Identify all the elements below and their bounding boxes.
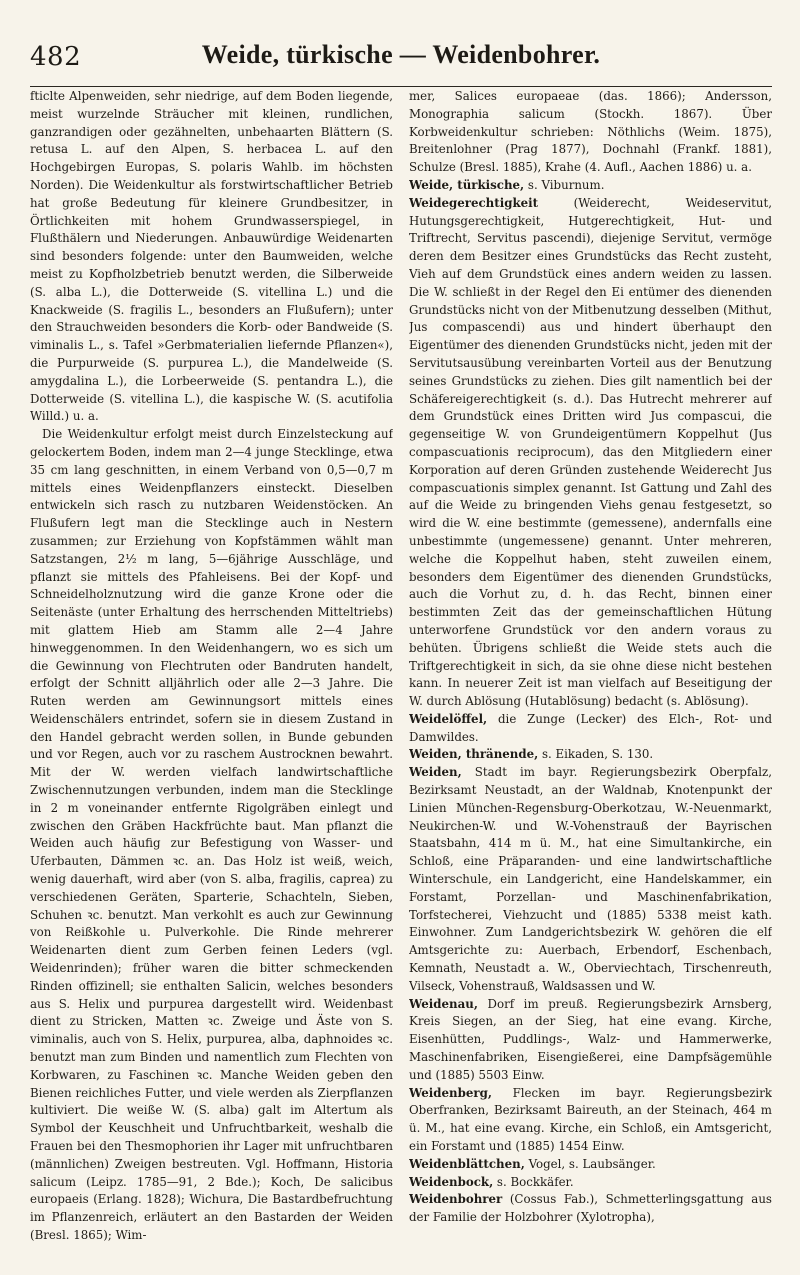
entry-text: die Zunge (Lecker) des Elch-, Rot- und Damwildes. [409,711,772,744]
entry [409,711,772,747]
entry-text: Flecken im bayr. Regierungsbezirk Oberfranken, Bezirksamt Baireuth, an der Steinach, 464 m ü. M., hat eine evang. Kirche, ein Schloß, ein Amtsgericht, ein Forstamt und (1885) 1454 Einw. [409,1085,772,1154]
entry-text: (Cossus Fab.), Schmetterlingsgattung aus der Familie der Holzbohrer (Xylotropha), [409,1192,772,1225]
entry-lemma: Weiden, thränende, [409,747,539,762]
entry [409,1191,772,1227]
page-number: 482 [30,42,82,72]
entry-lemma: Weidenbohrer [409,1192,503,1207]
entry-text: Stadt im bayr. Regierungsbezirk Oberpfalz, Bezirksamt Neustadt, an der Waldnab, Knotenpunkt der Linien München-Regensburg-Oberkotzau, W.-Neuenmarkt, Neukirchen-W. und W.-Vohenstrauß der Bayrischen Staatsbahn, 414 m ü. M., hat eine Simultankirche, ein Schloß, eine Präparanden- und eine landwirtschaftliche Winterschule, ein Landgericht, eine Handelskammer, ein Forstamt, Porzellan- und Maschinenfabrikation, Torfstecherei, Viehzucht und (1885) 5338 meist kath. Einwohner. Zum Landgerichtsbezirk W. gehören die elf Amtsgerichte zu: Auerbach, Erbendorf, Eschenbach, Kemnath, Neustadt a. W., Oberviechtach, Tirschenreuth, Vilseck, Vohenstrauß, Waldsassen und W. [409,765,772,993]
paragraph: fticlte Alpenweiden, sehr niedrige, auf dem Boden liegende, meist wurzelnde Sträucher mit kleinen, rundlichen, ganzrandigen oder gezähnelten, unbehaarten Blättern (S. retusa L. auf den Alpen, S. herbacea L. auf den Hochgebirgen Europas, S. polaris Wahlb. im höchsten Norden). Die Weidenkultur als forstwirtschaftlicher Betrieb hat große Bedeutung für kleinere Grundbesitzer, in Örtlichkeiten mit hohem Grundwasserspiegel, in Flußthälern und Niederungen. Anbauwürdige Weidenarten sind besonders folgende: unter den Baumweiden, welche meist zu Kopfholzbetrieb benutzt werden, die Silberweide (S. alba L.), die Dotterweide (S. vitellina L.) und die Knackweide (S. fragilis L., besonders an Flußufern); unter den Strauchweiden besonders die Korb- oder Bandweide (S. viminalis L., s. Tafel »Gerbmaterialien liefernde Pflanzen«), die Purpurweide (S. purpurea L.), die Mandelweide (S. amygdalina L.), die Lorbeerweide (S. pentandra L.), die Dotterweide (S. vitellina L.), die kaspische W. (S. acutifolia Willd.) u. a. [30,89,393,424]
entry-lemma: Weidenberg, [409,1085,492,1100]
entry-text: s. Bockkäfer. [493,1174,574,1189]
entry-lemma: Weidenbock, [409,1174,494,1189]
entry-lemma: Weidenau, [409,996,478,1011]
entry-lemma: Weiden, [409,765,462,780]
text-columns [30,88,772,1261]
entry-text: s. Viburnum. [524,177,605,192]
entry [409,996,772,1085]
paragraph: mer, Salices europaeae (das. 1866); Andersson, Monographia salicum (Stockh. 1867). Über Korbweidenkultur schrieben: Nöthlichs (Weim. 1875), Breitenlohner (Prag 1877), Dochnahl (Frankf. 1881), Schulze (Bresl. 1885), Krahe (4. Aufl., Aachen 1886) u. a. [409,89,772,175]
entry [409,1156,772,1174]
entry [409,177,772,195]
entry [409,1085,772,1156]
entry [409,1174,772,1192]
paragraph: Die Weidenkultur erfolgt meist durch Einzelsteckung auf gelockertem Boden, indem man 2—4 junge Stecklinge, etwa 35 cm lang geschnitten, in einem Verband von 0,5—0,7 m mittels eines Weidenpflanzers einsteckt. Dieselben entwickeln sich rasch zu nutzbaren Weidenstöcken. An Flußufern legt man die Stecklinge auch in Nestern zusammen; zur Erziehung von Kopfstämmen wählt man Satzstangen, 2½ m lang, 5—6jährige Ausschläge, und pflanzt sie mittels des Pfahleisens. Bei der Kopf- und Schneidelholznutzung wird die ganze Krone oder die Seitenäste (unter Erhaltung des herrschenden Mitteltriebs) mit glattem Hieb am Stamm alle 2—4 Jahre hinweggenommen. In den Weidenhangern, wo es sich um die Gewinnung von Flechtruten oder Bandruten handelt, erfolgt der Schnitt alljährlich oder alle 2—3 Jahre. Die Ruten werden am Gewinnungsort mittels eines Weidenschälers entrindet, sofern sie in diesem Zustand in den Handel gebracht werden sollen, in Bunde gebunden und vor Regen, auch vor zu raschem Austrocknen bewahrt. Mit der W. werden vielfach landwirtschaftliche Zwischennutzungen verbunden, indem man die Stecklinge in 2 m voneinander entfernte Rigolgräben einlegt und zwischen den Gräben Hackfrüchte baut. Man pflanzt die Weiden auch häufig zur Befestigung von Wasser- und Uferbauten, Dämmen ꝛc. an. Das Holz ist weiß, weich, wenig dauerhaft, wird aber (von S. alba, fragilis, caprea) zu verschiedenen Geräten, Sparterie, Schachteln, Sieben, Schuhen ꝛc. benutzt. Man verkohlt es auch zur Gewinnung von Reißkohle u. Pulverkohle. Die Rinde mehrerer Weidenarten dient zum Gerben feinen Leders (vgl. Weidenrinden); früher waren die bitter schmeckenden Rinden offizinell; sie enthalten Salicin, welches besonders aus S. Helix und purpurea dargestellt wird. Weidenbast dient zu Stricken, Matten ꝛc. Zweige und Äste von S. viminalis, auch von S. Helix, purpurea, alba, daphnoides ꝛc. benutzt man zum Binden und namentlich zum Flechten von Korbwaren, zu Faschinen ꝛc. Manche Weiden geben den Bienen reichliches Futter, und viele werden als Zierpflanzen kultiviert. Die weiße W. (S. alba) galt im Altertum als Symbol der Keuschheit und Unfruchtbarkeit, weshalb die Frauen bei den Thesmophorien ihr Lager mit unfruchtbaren (männlichen) Zweigen bestreuten. Vgl. Hoffmann, Historia salicum (Leipz. 1785—91, 2 Bde.); Koch, De salicibus europaeis (Erlang. 1828); Wichura, Die Bastardbefruchtung im Pflanzenreich, erläutert an den Bastarden der Weiden (Bresl. 1865); Wim- [30,427,393,1242]
entry-lemma: Weide, türkische, [409,177,525,192]
entry [409,764,772,995]
entry-text: Vogel, s. Laubsänger. [524,1156,656,1171]
entry-lemma: Weidelöffel, [409,711,488,726]
running-title: Weide, türkische — Weidenbohrer. [201,40,601,69]
entry-lemma: Weidegerechtigkeit [409,195,539,210]
entry-text: (Weiderecht, Weideservitut, Hutungsgerechtigkeit, Hutgerechtigkeit, Hut- und Triftrecht, Servitus pascendi), diejenige Servitut, vermöge deren dem Besitzer eines Grundstücks das Recht zusteht, Vieh auf dem Grundstück eines andern weiden zu lassen. Die W. schließt in der Regel den Ei entümer des dienenden Grundstücks nicht von der Mitbenutzung desselben (Mithut, Jus compascendi) aus und hindert überhaupt den Eigentümer des dienenden Grundstücks nicht, jeden mit der Servitutsausübung vereinbarten Vorteil aus der Benutzung seines Grundstücks zu ziehen. Dies gilt namentlich bei der Schäfereigerechtigkeit (s. d.). Das Hutrecht mehrerer auf dem Grundstück eines Dritten wird Jus compascui, die gegenseitige W. von Grundeigentümern Koppelhut (Jus compascuationis reciprocum), das den Mitgliedern einer Korporation auf deren Gründen zustehende Weiderecht Jus compascuationis simplex genannt. Ist Gattung und Zahl des auf die Weide zu bringenden Viehs genau festgesetzt, so wird die W. eine bestimmte (gemessene), andernfalls eine unbestimmte (ungemessene) genannt. Unter mehreren, welche die Koppelhut haben, steht zuweilen einem, besonders dem Eigentümer des dienenden Grundstücks, auch die Vorhut zu, d. h. das Recht, binnen einer bestimmten Zeit das der gemeinschaftlichen Hütung unterworfene Grundstück vor den andern voraus zu behüten. Übrigens schließt die Weide stets auch die Triftgerechtigkeit in sich, da sie ohne diese nicht bestehen kann. In neuerer Zeit ist man vielfach auf Beseitigung der W. durch Ablösung (Hutablösung) bedacht (s. Ablösung). [409,195,772,709]
entry [409,195,772,711]
left-column [30,88,393,1261]
right-column [409,88,772,1261]
entry-text: Dorf im preuß. Regierungsbezirk Arnsberg, Kreis Siegen, an der Sieg, hat eine evang. Kirche, Eisenhütten, Puddlings-, Walz- und Hammerwerke, Maschinenfabriken, Eisengießerei, eine Dampfsägemühle und (1885) 5503 Einw. [409,996,772,1082]
entry-text: s. Eikaden, S. 130. [538,747,654,762]
entry [409,746,772,764]
page-header [30,38,772,87]
entry-lemma: Weidenblättchen, [409,1156,525,1171]
